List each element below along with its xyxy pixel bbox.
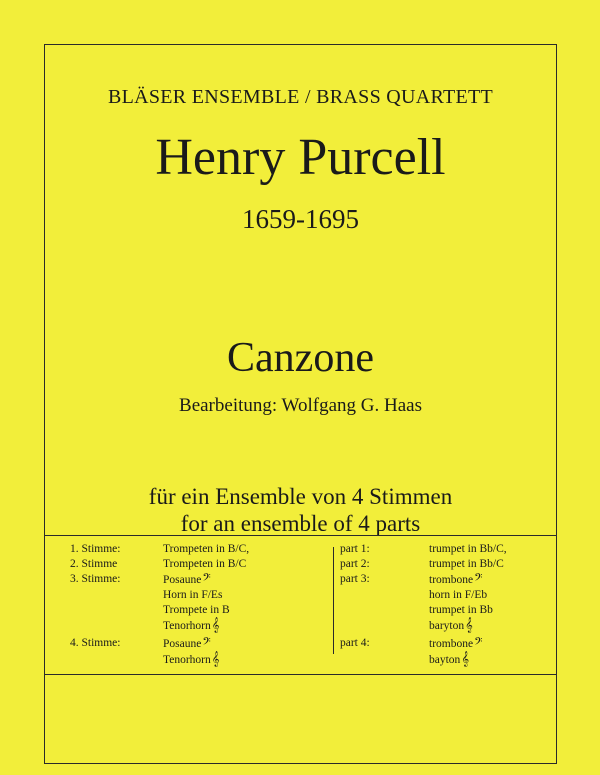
bass-clef-icon: 𝄢 — [474, 572, 483, 587]
part-2-label: part 2: — [340, 558, 370, 570]
treble-clef-icon: 𝄞 — [465, 618, 473, 633]
stimme-4-instrument-2: Tenorhorn𝄞 — [163, 652, 220, 667]
part-4-instrument-1: trombone𝄢 — [429, 636, 483, 651]
part-3-instrument-4: baryton𝄞 — [429, 618, 473, 633]
instrumentation-table — [44, 540, 557, 674]
arranger-credit: Bearbeitung: Wolfgang G. Haas — [179, 395, 422, 416]
stimme-4-instrument-1: Posaune𝄢 — [163, 636, 211, 651]
stimme-4-label: 4. Stimme: — [70, 637, 121, 649]
part-3-instrument-3: trumpet in Bb — [429, 604, 493, 616]
stimme-3-instrument-1: Posaune𝄢 — [163, 572, 211, 587]
treble-clef-icon: 𝄞 — [211, 618, 220, 633]
part-3-instrument-1: trombone𝄢 — [429, 572, 483, 587]
subtitle-english: for an ensemble of 4 parts — [180, 511, 421, 536]
treble-clef-icon: 𝄞 — [461, 652, 469, 667]
bass-clef-icon: 𝄢 — [202, 636, 211, 651]
divider-bottom — [44, 674, 557, 675]
part-2-instrument: trumpet in Bb/C — [429, 558, 504, 570]
stimme-2-label: 2. Stimme — [70, 558, 118, 570]
stimme-3-instrument-2: Horn in F/Es — [163, 589, 223, 601]
composer-name: Henry Purcell — [155, 129, 446, 186]
bass-clef-icon: 𝄢 — [202, 572, 211, 587]
part-3-instrument-2: horn in F/Eb — [429, 589, 488, 601]
part-1-label: part 1: — [340, 543, 370, 555]
part-4-instrument-2: bayton𝄞 — [429, 652, 469, 667]
part-3-label: part 3: — [340, 573, 370, 585]
stimme-3-instrument-4: Tenorhorn𝄞 — [163, 618, 220, 633]
subtitle-german: für ein Ensemble von 4 Stimmen — [148, 484, 453, 509]
part-1-instrument: trumpet in Bb/C, — [429, 543, 507, 555]
composer-dates: 1659-1695 — [242, 204, 359, 234]
stimme-1-instrument: Trompeten in B/C, — [163, 543, 250, 555]
stimme-3-label: 3. Stimme: — [70, 573, 121, 585]
treble-clef-icon: 𝄞 — [211, 652, 220, 667]
bass-clef-icon: 𝄢 — [474, 636, 483, 651]
stimme-3-instrument-3: Trompete in B — [163, 604, 230, 616]
stimme-2-instrument: Trompeten in B/C — [163, 558, 247, 570]
part-4-label: part 4: — [340, 637, 370, 649]
work-title: Canzone — [227, 335, 374, 381]
stimme-1-label: 1. Stimme: — [70, 543, 121, 555]
series-title: BLÄSER ENSEMBLE / BRASS QUARTETT — [107, 86, 494, 108]
divider-top — [44, 535, 557, 536]
